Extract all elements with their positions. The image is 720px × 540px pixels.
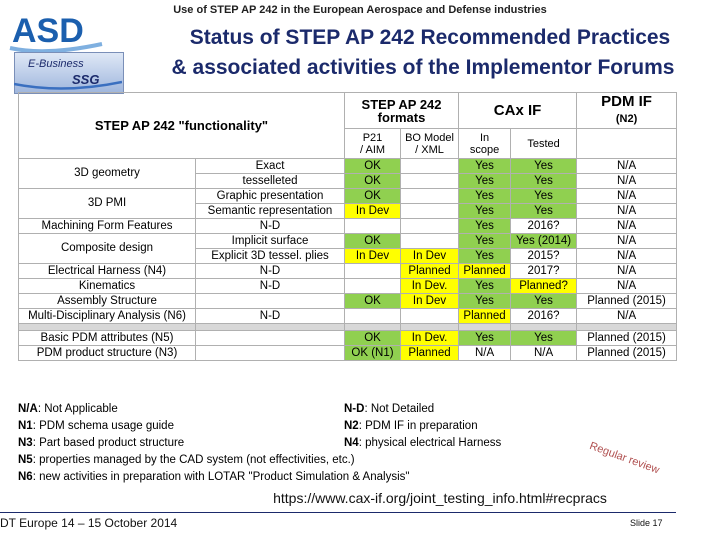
header-formats: STEP AP 242 formats [345, 93, 459, 129]
legend-nd [344, 403, 434, 415]
badge-ssg: SSG [72, 72, 100, 87]
cell-tested: 2015? [511, 249, 577, 264]
legend-na [18, 403, 118, 415]
cell-tested: 2017? [511, 264, 577, 279]
cell-tested: Yes [511, 331, 577, 346]
top-caption: Use of STEP AP 242 in the European Aerospace and Defense industries [173, 4, 547, 16]
row-function-label: N-D [196, 279, 345, 294]
cell-in-scope: Yes [459, 189, 511, 204]
row-group-label: 3D geometry [19, 159, 196, 189]
cell-tested: Yes [511, 294, 577, 309]
cell-bo-model [401, 219, 459, 234]
cell-bo-model: In Dev [401, 294, 459, 309]
header-pdmif-sub: (N2) [615, 113, 638, 125]
legend-n2-text: : PDM IF in preparation [358, 420, 478, 432]
cell-p21: In Dev [345, 204, 401, 219]
cell-pdm: Planned (2015) [577, 346, 677, 361]
row-function-label: tesselleted [196, 174, 345, 189]
cell-in-scope: Planned [459, 309, 511, 324]
cell-bo-model [401, 189, 459, 204]
legend [18, 400, 676, 486]
legend-n2 [344, 420, 478, 432]
subheader-p21: P21 / AIM [345, 129, 401, 159]
table-row [19, 346, 677, 361]
table-row [19, 279, 677, 294]
cell-bo-model: In Dev. [401, 331, 459, 346]
cell-in-scope: N/A [459, 346, 511, 361]
legend-n5 [18, 454, 355, 466]
legend-nd-text: : Not Detailed [364, 403, 435, 415]
cell-p21 [345, 279, 401, 294]
legend-n4-text: : physical electrical Harness [358, 437, 502, 449]
cell-tested: 2016? [511, 309, 577, 324]
row-function-label: Implicit surface [196, 234, 345, 249]
cell-p21: In Dev [345, 249, 401, 264]
row-function-label: Explicit 3D tessel. plies [196, 249, 345, 264]
cell-tested: Yes [511, 204, 577, 219]
legend-n5-text: : properties managed by the CAD system (not effectivities, etc.) [32, 454, 355, 466]
cell-tested: N/A [511, 346, 577, 361]
slide-number: Slide 17 [630, 518, 663, 528]
header-pdmif-title: PDM IF [601, 93, 652, 110]
ebusiness-ssg-badge [14, 52, 122, 92]
subheader-pdm [577, 129, 677, 159]
legend-nd-key: N-D [344, 403, 365, 415]
cell-tested: Yes (2014) [511, 234, 577, 249]
cell-bo-model [401, 159, 459, 174]
row-group-label: Kinematics [19, 279, 196, 294]
cell-bo-model [401, 174, 459, 189]
cell-bo-model [401, 204, 459, 219]
cell-pdm: N/A [577, 279, 677, 294]
table-row [19, 219, 677, 234]
asd-logo [6, 10, 106, 54]
cell-in-scope: Yes [459, 219, 511, 234]
row-function-label: N-D [196, 309, 345, 324]
gap-cell [19, 324, 196, 331]
cell-pdm: N/A [577, 174, 677, 189]
row-group-label: Electrical Harness (N4) [19, 264, 196, 279]
legend-n3-key: N3 [18, 437, 33, 449]
subheader-in-scope: In scope [459, 129, 511, 159]
cell-p21: OK [345, 189, 401, 204]
legend-n3-text: : Part based product structure [32, 437, 185, 449]
table-row [19, 294, 677, 309]
cell-in-scope: Yes [459, 159, 511, 174]
row-function-label: N-D [196, 219, 345, 234]
cell-pdm: N/A [577, 204, 677, 219]
legend-n6 [18, 471, 409, 483]
cell-pdm: Planned (2015) [577, 294, 677, 309]
legend-n6-key: N6 [18, 471, 33, 483]
cell-in-scope: Yes [459, 204, 511, 219]
cell-pdm: N/A [577, 249, 677, 264]
legend-n5-key: N5 [18, 454, 33, 466]
cell-in-scope: Yes [459, 174, 511, 189]
legend-na-text: : Not Applicable [37, 403, 118, 415]
row-function-label: Exact [196, 159, 345, 174]
table-row [19, 331, 677, 346]
cell-bo-model: In Dev [401, 249, 459, 264]
cell-in-scope: Yes [459, 279, 511, 294]
gap-cell [345, 324, 401, 331]
cell-p21: OK [345, 294, 401, 309]
cell-pdm: N/A [577, 309, 677, 324]
row-function-label: N-D [196, 264, 345, 279]
cell-pdm: N/A [577, 189, 677, 204]
cell-pdm: N/A [577, 219, 677, 234]
regular-review-stamp [587, 440, 682, 477]
swoosh-icon [14, 80, 122, 92]
legend-n1-key: N1 [18, 420, 33, 432]
cell-tested: 2016? [511, 219, 577, 234]
gap-cell [511, 324, 577, 331]
cell-pdm: Planned (2015) [577, 331, 677, 346]
row-function-label [196, 346, 345, 361]
cell-pdm: N/A [577, 264, 677, 279]
table-row [19, 189, 677, 204]
cell-in-scope: Yes [459, 249, 511, 264]
gap-cell [577, 324, 677, 331]
page-title-line1: Status of STEP AP 242 Recommended Practices [189, 26, 671, 49]
footer-event: DT Europe 14 – 15 October 2014 [0, 516, 178, 530]
legend-n1-text: : PDM schema usage guide [32, 420, 174, 432]
legend-n2-key: N2 [344, 420, 359, 432]
cell-bo-model [401, 309, 459, 324]
cell-tested: Yes [511, 174, 577, 189]
footer-divider [0, 512, 676, 513]
page-title-line2: & associated activities of the Implementor Forums [171, 56, 675, 79]
cell-in-scope: Yes [459, 331, 511, 346]
gap-cell [459, 324, 511, 331]
cell-in-scope: Yes [459, 234, 511, 249]
cell-p21: OK [345, 174, 401, 189]
legend-n1 [18, 420, 174, 432]
recpracs-link[interactable]: https://www.cax-if.org/joint_testing_info.html#recpracs [273, 490, 607, 506]
cell-p21: OK (N1) [345, 346, 401, 361]
legend-n4-key: N4 [344, 437, 359, 449]
header-functionality: STEP AP 242 "functionality" [19, 93, 345, 159]
gap-cell [196, 324, 345, 331]
cell-tested: Yes [511, 189, 577, 204]
table-row [19, 234, 677, 249]
cell-pdm: N/A [577, 159, 677, 174]
cell-p21 [345, 264, 401, 279]
cell-bo-model: Planned [401, 346, 459, 361]
cell-in-scope: Yes [459, 294, 511, 309]
badge-ebusiness: E-Business [28, 58, 84, 70]
row-function-label [196, 294, 345, 309]
row-group-label: Assembly Structure [19, 294, 196, 309]
row-function-label: Graphic presentation [196, 189, 345, 204]
row-group-label: Composite design [19, 234, 196, 264]
table-row [19, 264, 677, 279]
row-group-label: PDM product structure (N3) [19, 346, 196, 361]
cell-tested: Yes [511, 159, 577, 174]
asd-logo-text: ASD [12, 12, 84, 50]
subheader-bo-model: BO Model / XML [401, 129, 459, 159]
cell-p21: OK [345, 234, 401, 249]
legend-na-key: N/A [18, 403, 38, 415]
cell-pdm: N/A [577, 234, 677, 249]
legend-n4 [344, 437, 501, 449]
cell-p21 [345, 219, 401, 234]
row-group-label: Machining Form Features [19, 219, 196, 234]
row-function-label [196, 331, 345, 346]
subheader-tested: Tested [511, 129, 577, 159]
cell-in-scope: Planned [459, 264, 511, 279]
table-row [19, 309, 677, 324]
status-table [18, 92, 676, 392]
header-caxif: CAx IF [459, 93, 577, 129]
cell-p21: OK [345, 331, 401, 346]
cell-bo-model: Planned [401, 264, 459, 279]
cell-p21 [345, 309, 401, 324]
table-gap-row [19, 324, 677, 331]
gap-cell [401, 324, 459, 331]
header-pdmif [577, 93, 677, 129]
row-group-label: 3D PMI [19, 189, 196, 219]
cell-p21: OK [345, 159, 401, 174]
cell-bo-model [401, 234, 459, 249]
table-row [19, 159, 677, 174]
row-group-label: Basic PDM attributes (N5) [19, 331, 196, 346]
cell-tested: Planned? [511, 279, 577, 294]
legend-n3 [18, 437, 184, 449]
cell-bo-model: In Dev. [401, 279, 459, 294]
row-group-label: Multi-Disciplinary Analysis (N6) [19, 309, 196, 324]
row-function-label: Semantic representation [196, 204, 345, 219]
legend-n6-text: : new activities in preparation with LOTAR "Product Simulation & Analysis" [32, 471, 410, 483]
regular-review-text: Regular review [587, 440, 661, 477]
